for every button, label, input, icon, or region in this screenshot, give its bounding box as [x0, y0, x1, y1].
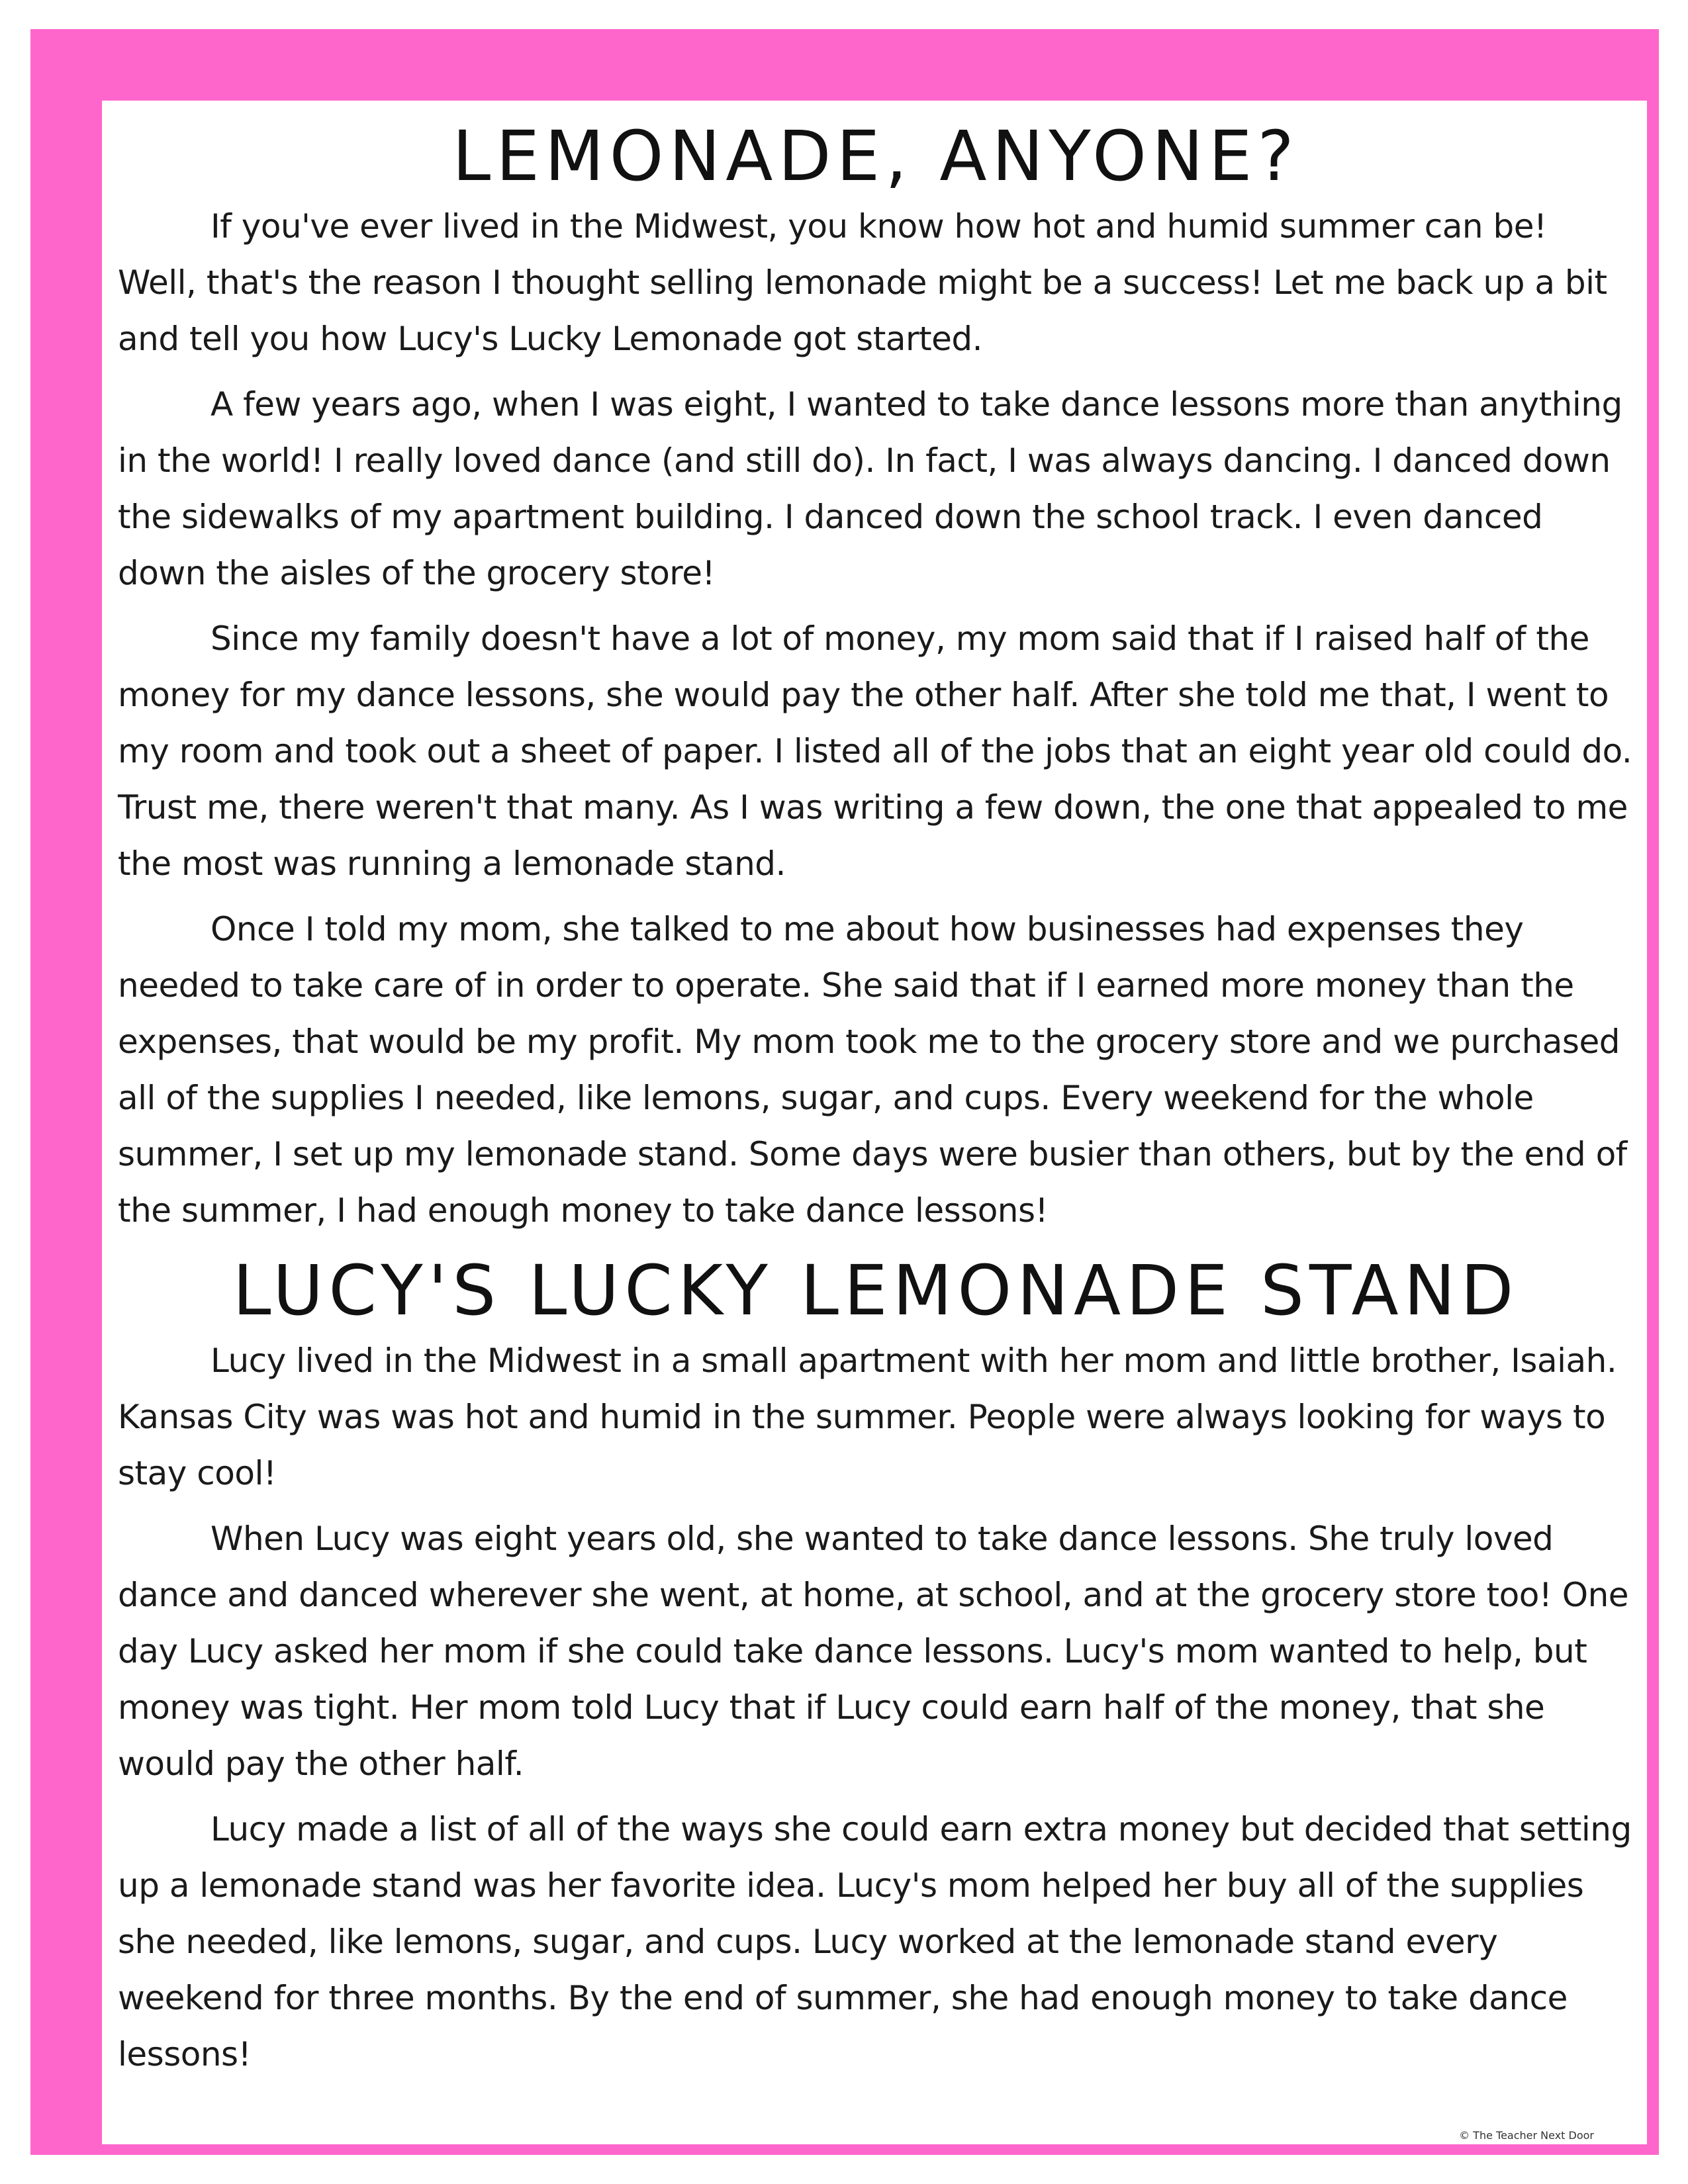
section2-paragraph: When Lucy was eight years old, she wanted to take dance lessons. She truly loved dance and danced wherever she went, at home, at school, and at the grocery store too! One day Lucy asked her mom if she could take dance lessons. Lucy's mom wanted to help, but money was tight. Her mom told Lucy that if Lucy could earn half of the money, that she would pay the other half. [118, 1520, 1629, 1783]
section1-paragraph: If you've ever lived in the Midwest, you know how hot and humid summer can be! Well, that's the reason I thought selling lemonade might be a success! Let me back up a bit and tell you how Lucy's Lucky Lemonade got started. [118, 207, 1607, 358]
section1-paragraph: Since my family doesn't have a lot of money, my mom said that if I raised half of the money for my dance lessons, she would pay the other half. After she told me that, I went to my room and took out a sheet of paper. I listed all of the jobs that an eight year old could do. Trust me, there weren't that many. As I was writing a few down, the one that appealed to me the most was running a lemonade stand. [118, 619, 1632, 883]
section1-title: LEMONADE, ANYONE? [452, 116, 1299, 197]
section2-paragraph: Lucy made a list of all of the ways she could earn extra money but decided that setting up a lemonade stand was her favorite idea. Lucy's mom helped her buy all of the supplies she needed, like lemons, sugar, and cups. Lucy worked at the lemonade stand every weekend for three months. By the end of summer, she had enough money to take dance lessons! [118, 1810, 1632, 2073]
worksheet-content [118, 114, 1634, 2092]
worksheet-page [102, 101, 1647, 2144]
section1-paragraph: Once I told my mom, she talked to me about how businesses had expenses they needed to take care of in order to operate. She said that if I earned more money than the expenses, that would be my profit. My mom took me to the grocery store and we purchased all of the supplies I needed, like lemons, sugar, and cups. Every weekend for the whole summer, I set up my lemonade stand. Some days were busier than others, but by the end of the summer, I had enough money to take dance lessons! [118, 910, 1627, 1230]
copyright-footer: © The Teacher Next Door [1459, 2129, 1594, 2142]
pink-border-frame [30, 29, 1659, 2155]
section2-title: LUCY'S LUCKY LEMONADE STAND [232, 1250, 1519, 1331]
section1-paragraph: A few years ago, when I was eight, I wanted to take dance lessons more than anything in the world! I really loved dance (and still do). In fact, I was always dancing. I danced down the sidewalks of my apartment building. I danced down the school track. I even danced down the aisles of the grocery store! [118, 385, 1622, 592]
section2-paragraph: Lucy lived in the Midwest in a small apartment with her mom and little brother, Isaiah. Kansas City was was hot and humid in the summer. People were always looking for ways to stay cool! [118, 1342, 1617, 1492]
